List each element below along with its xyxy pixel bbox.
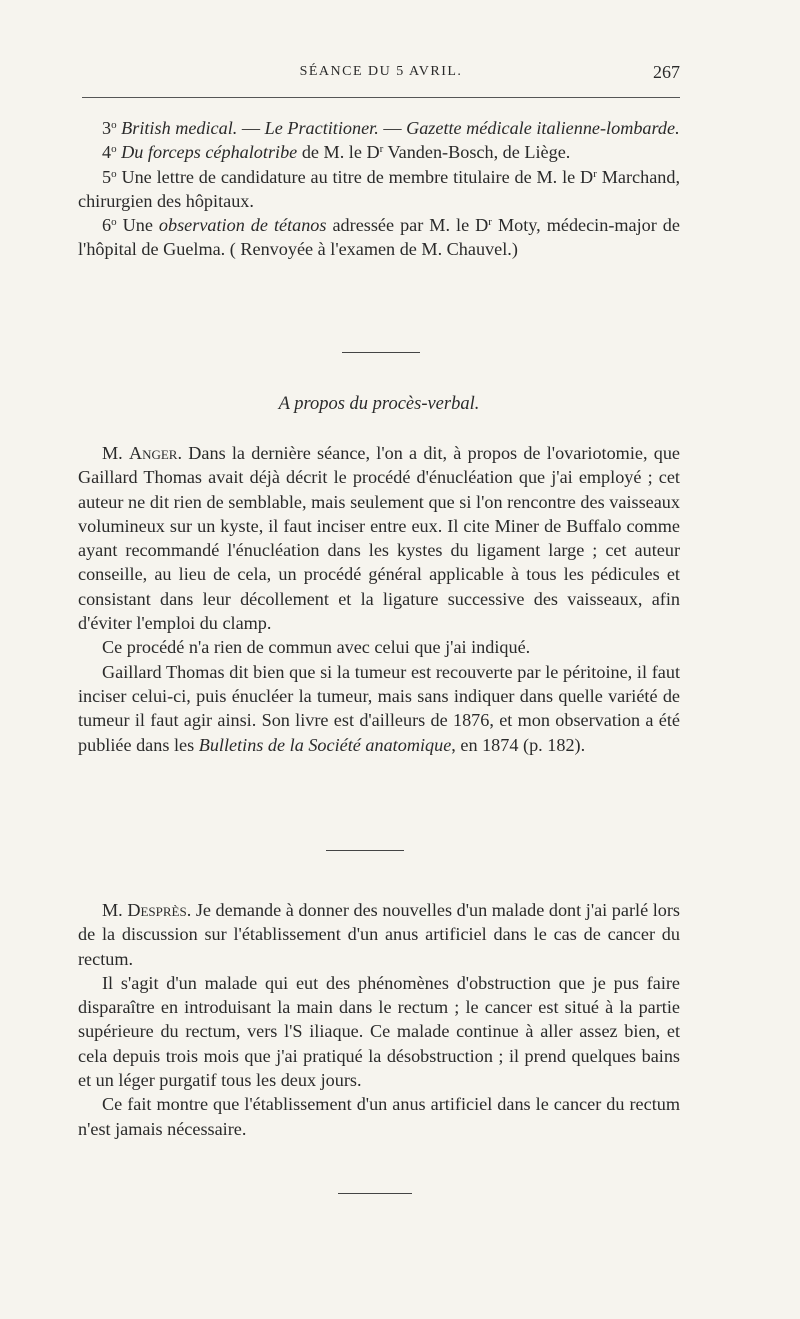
- section-separator: [326, 850, 404, 851]
- despres-intervention: [78, 898, 680, 1141]
- header-title: SÉANCE DU 5 AVRIL.: [299, 64, 463, 79]
- item-text: Une: [116, 215, 159, 236]
- anger-paragraph: [78, 441, 680, 635]
- list-item-3: [78, 116, 680, 140]
- section-separator: [338, 1193, 412, 1194]
- speaker-prefix: M.: [102, 900, 128, 920]
- section-title: A propos du procès-verbal.: [278, 394, 480, 414]
- item-number: 3: [102, 118, 112, 138]
- ordinal-sup: o: [111, 216, 117, 229]
- list-item-6: [78, 213, 680, 262]
- journal-title: British medical.: [121, 118, 238, 138]
- title-sup: r: [488, 216, 492, 229]
- paragraph-text: . Je demande à donner des nouvelles d'un malade dont j'ai parlé lors de la discussion sur l'établissement d'un anus artificiel dans le cas de cancer du rectum.: [78, 900, 681, 969]
- running-header: [82, 62, 680, 86]
- dash: —: [237, 118, 265, 138]
- item-number: 6: [102, 215, 112, 236]
- despres-paragraph: Il s'agit d'un malade qui eut des phénomènes d'obstruction que je pus faire disparaître en introduisant la main dans le rectum ; le cancer est situé à la partie supérieure du rectum, vers l'S iliaque. Ce malade continue à aller assez bien, et cela depuis trois mois que j'ai pratiqué la désobstruction ; il prend quelques bains et un léger purgatif tous les deux jours.: [78, 972, 680, 1091]
- page-number: 267: [653, 62, 680, 82]
- speaker-name: Anger: [128, 443, 178, 463]
- despres-paragraph: [78, 898, 680, 971]
- list-item-5: [78, 165, 680, 214]
- anger-paragraph: Ce procédé n'a rien de commun avec celui que j'ai indiqué.: [102, 637, 531, 658]
- paragraph-text: . Dans la dernière séance, l'on a dit, à propos de l'ovariotomie, que Gaillard Thomas avait déjà décrit le procédé d'énucléation que j'ai employé ; cet auteur ne dit rien de semblable, mais seulement que si l'on rencontre des vaisseaux volumineux sur un kyste, il faut inciser entre eux. Il cite Miner de Buffalo comme ayant recommandé l'énucléation dans les kystes du ligament large ; cet auteur conseille, au lieu de cela, un procédé général applicable à tous les pédicules et consistant dans leur décollement et la ligature successive des vaisseaux, afin d'éviter l'emploi du clamp.: [78, 443, 680, 634]
- paragraph-text: , en 1874 (p. 182).: [451, 734, 586, 755]
- dash: —: [378, 118, 407, 138]
- ordinal-sup: o: [111, 119, 117, 131]
- item-number: 5: [102, 166, 112, 187]
- despres-paragraph: Ce fait montre que l'établissement d'un anus artificiel dans le cancer du rectum n'est jamais nécessaire.: [78, 1094, 680, 1139]
- work-title: Du forceps céphalotribe: [121, 142, 298, 163]
- journal-title: Gazette médicale italienne-lombarde.: [406, 118, 680, 138]
- speaker-prefix: M.: [102, 443, 129, 463]
- anger-paragraph: [78, 660, 680, 757]
- work-title: observation de tétanos: [158, 215, 327, 236]
- publication-title: Bulletins de la Société anatomique: [198, 734, 452, 755]
- title-sup: r: [379, 143, 384, 156]
- anger-intervention: [78, 441, 680, 757]
- ordinal-sup: o: [111, 167, 117, 180]
- title-sup: r: [593, 167, 597, 180]
- item-text: Une lettre de candidature au titre de membre titulaire de M. le D: [116, 166, 594, 187]
- ordinal-sup: o: [111, 143, 117, 156]
- header-rule: [82, 97, 680, 98]
- item-text: Vanden-Bosch, de Liège.: [383, 142, 571, 163]
- item-text: Marchand, chirurgien des hôpitaux.: [78, 166, 680, 211]
- item-text: adressée par M. le D: [326, 215, 489, 236]
- item-text: de M. le D: [297, 142, 380, 163]
- speaker-name: Desprès: [127, 900, 187, 920]
- paragraph-text: Gaillard Thomas dit bien que si la tumeur est recouverte par le péritoine, il faut inciser celui-ci, puis énucléer la tumeur, mais sans indiquer dans quelle variété de tumeur il faut agir ainsi. Son livre est d'ailleurs de 1876, et mon observation a été publiée dans les: [78, 661, 680, 755]
- section-separator: [342, 352, 420, 353]
- correspondence-list: [78, 116, 680, 262]
- list-item-4: [78, 140, 680, 164]
- item-text: Moty, médecin-major de l'hôpital de Guelma. ( Renvoyée à l'examen de M. Chauvel.): [78, 215, 680, 260]
- journal-title: Le Practitioner.: [264, 118, 379, 138]
- item-number: 4: [102, 142, 112, 163]
